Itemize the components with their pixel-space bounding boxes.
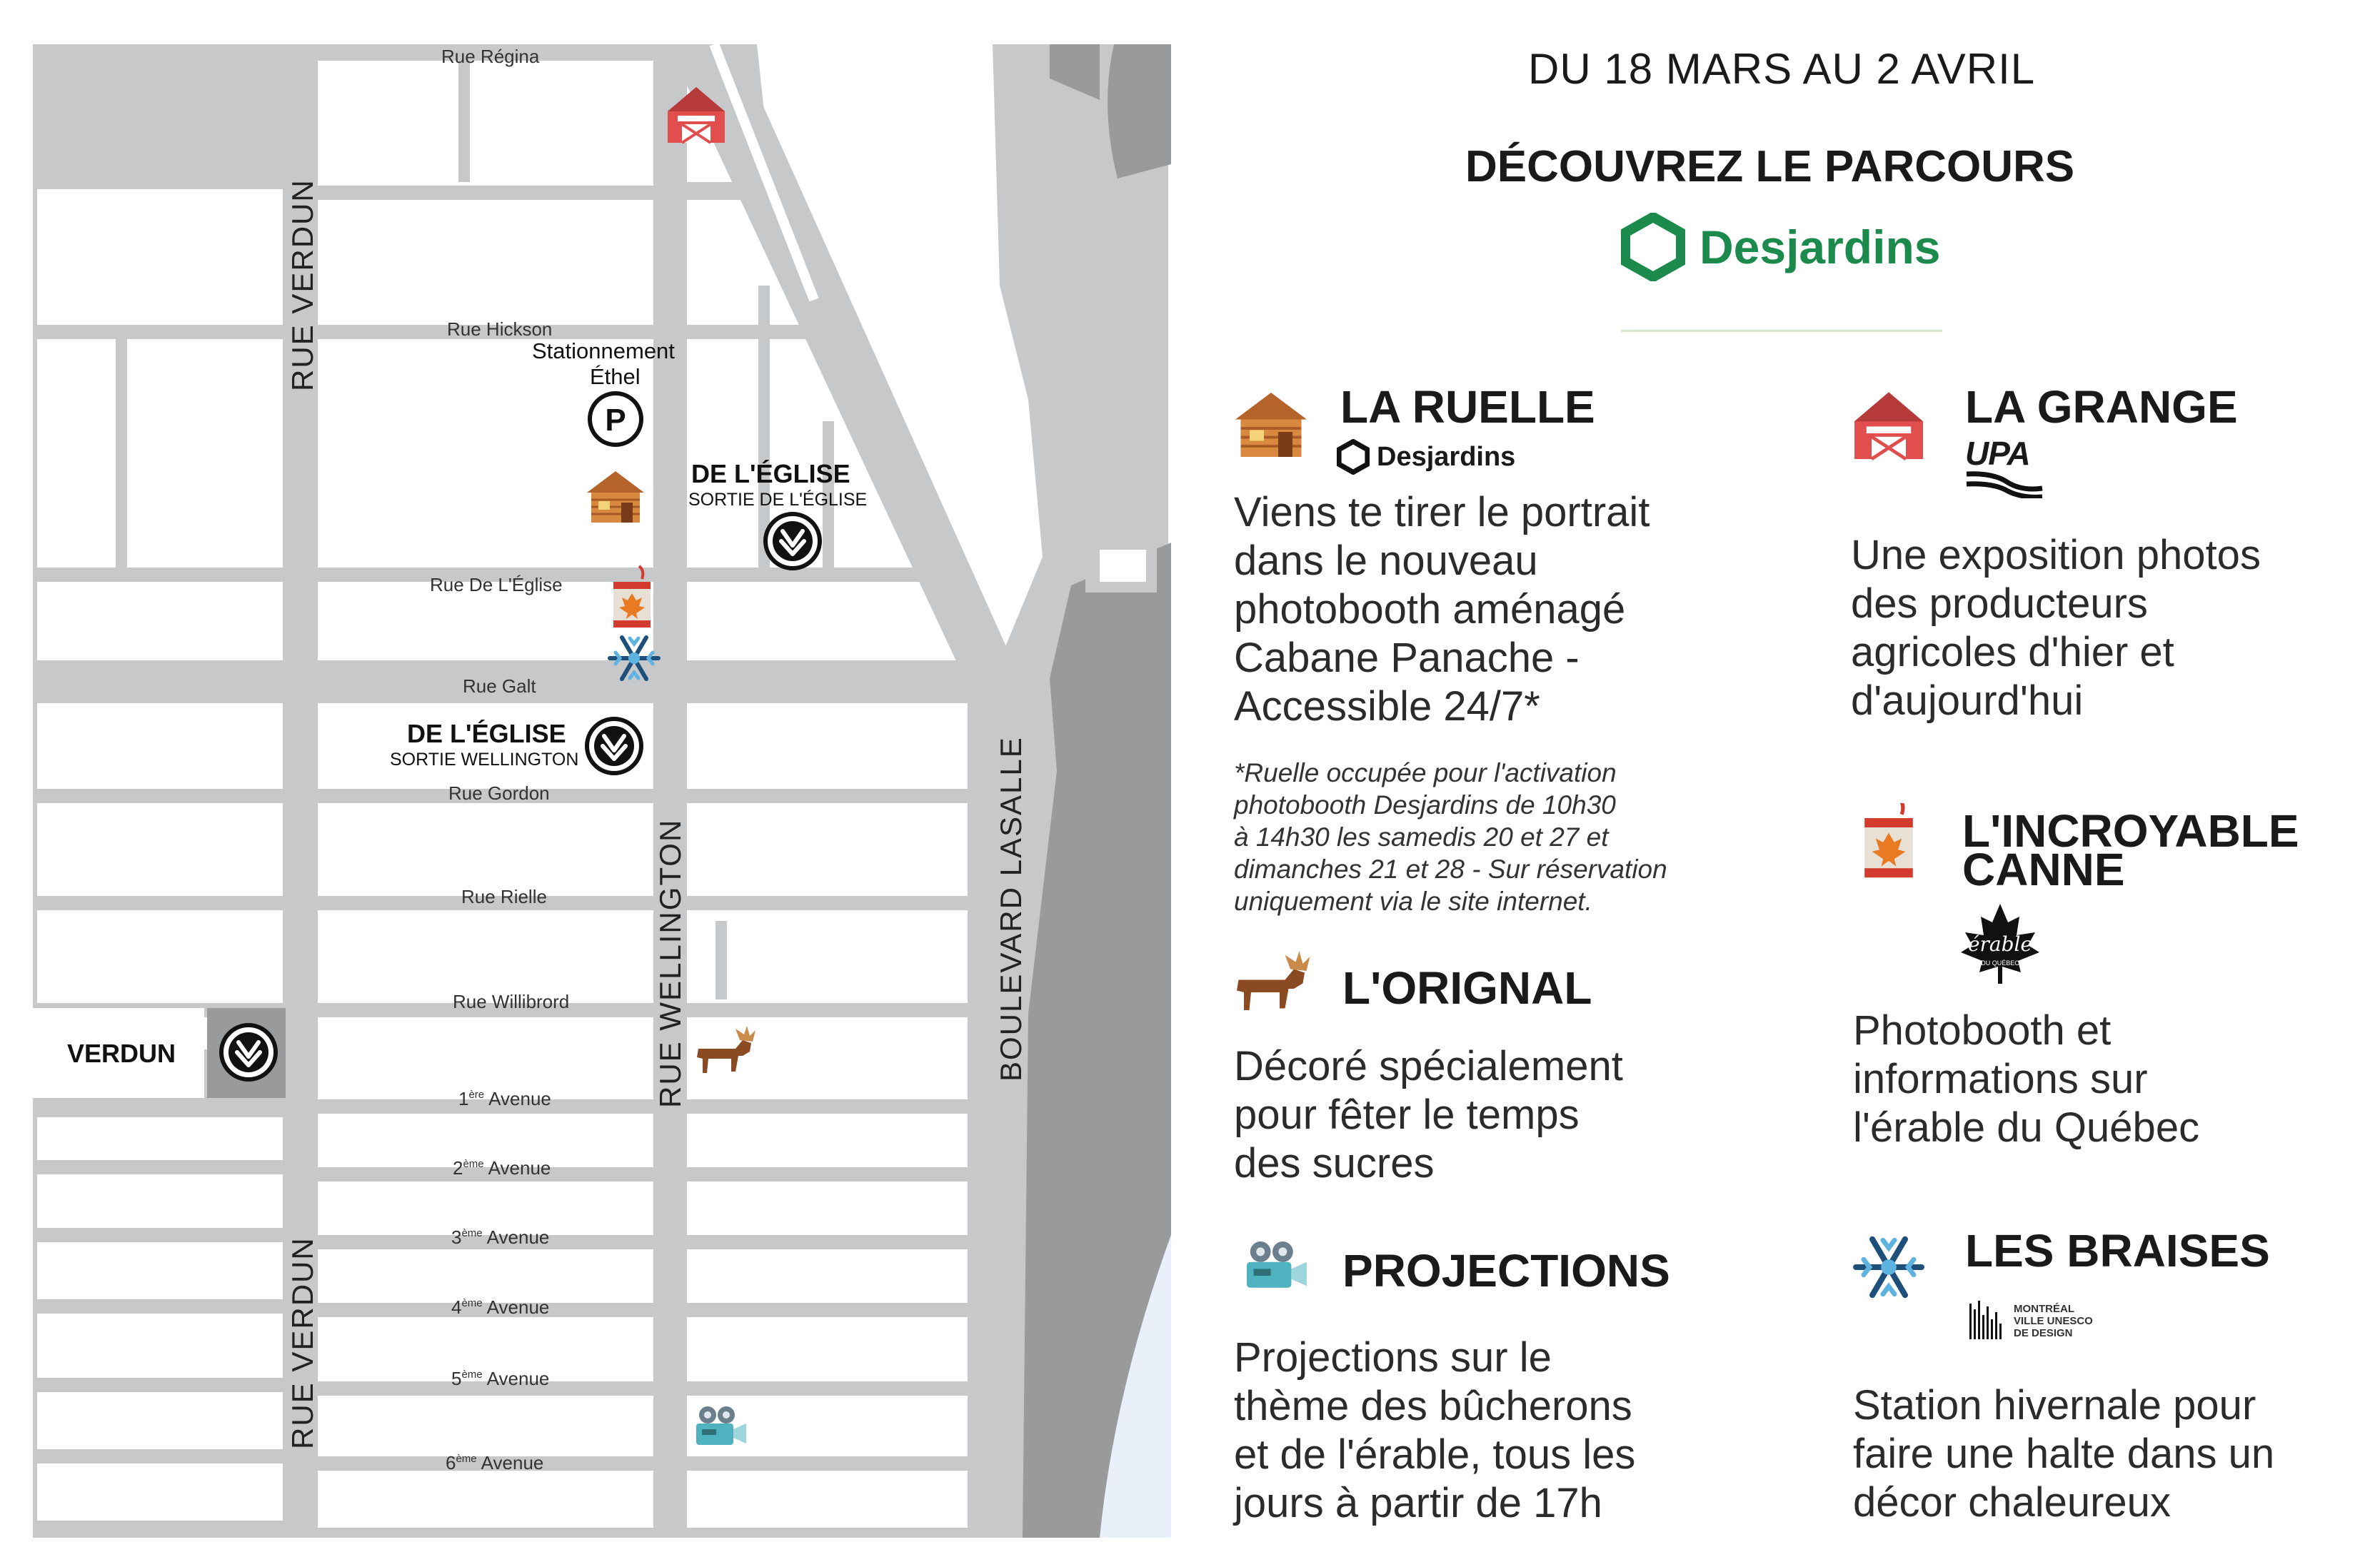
street-label-3rd-avenue: 3ème Avenue: [451, 1226, 550, 1248]
ruelle-sponsor-name: Desjardins: [1377, 441, 1516, 472]
street-label-1st-avenue: 1ère Avenue: [458, 1088, 551, 1109]
canne-title-line2: CANNE: [1962, 844, 2125, 895]
desjardins-hexagon-icon: [1621, 213, 1685, 281]
ruelle-sponsor-logo: [1337, 439, 1515, 475]
street-label-rue-wellington: RUE WELLINGTON: [653, 818, 687, 1108]
street-label-rielle: Rue Rielle: [461, 886, 547, 907]
parking-icon[interactable]: [590, 393, 641, 445]
street-label-galt: Rue Galt: [463, 675, 536, 697]
street-label-eglise: Rue De L'Église: [430, 574, 563, 595]
street-label-rue-verdun-north: RUE VERDUN: [286, 178, 319, 391]
ruelle-title: LA RUELLE: [1340, 381, 1595, 433]
ruelle-description: Viens te tirer le portrait dans le nouveau photobooth aménagé Cabane Panache - Accessible 24/7*: [1234, 489, 1650, 730]
metro-eglise-south-name: DE L'ÉGLISE: [407, 719, 566, 748]
street-label-regina: Rue Régina: [441, 46, 540, 67]
street-label-gordon: Rue Gordon: [448, 782, 550, 804]
montreal-bars-icon: [1968, 1299, 2004, 1342]
erable-wordmark: érable: [1967, 932, 2033, 956]
barn-icon: [1849, 386, 1928, 464]
parking-label-line1: Stationnement: [532, 338, 675, 363]
braises-title: LES BRAISES: [1965, 1225, 2270, 1276]
projections-title: PROJECTIONS: [1342, 1245, 1670, 1296]
erable-subtitle: DU QUÉBEC: [1981, 959, 2019, 967]
moose-icon: [1230, 946, 1315, 1024]
neighbourhood-map[interactable]: [0, 0, 1171, 1562]
metro-eglise-south-exit: SORTIE WELLINGTON: [390, 750, 579, 770]
street-label-rue-verdun-south: RUE VERDUN: [286, 1236, 319, 1449]
parking-label-line2: Éthel: [590, 364, 641, 389]
orignal-title: L'ORIGNAL: [1342, 962, 1592, 1014]
street-label-boulevard-lasalle: BOULEVARD LASALLE: [994, 736, 1028, 1082]
grange-sponsor-name: UPA: [1965, 435, 2030, 472]
canne-title-line1: L'INCROYABLE: [1962, 805, 2299, 857]
projector-icon: [1230, 1231, 1315, 1303]
montreal-design-logo: [1968, 1299, 2093, 1342]
maple-can-icon: [1853, 803, 1924, 889]
snowflake-icon: [1849, 1228, 1928, 1306]
metro-eglise-north-exit: SORTIE DE L'ÉGLISE: [688, 490, 868, 510]
orignal-description: Décoré spécialement pour fêter le temps des sucres: [1234, 1043, 1623, 1186]
projections-description: Projections sur le thème des bûcherons et de l'érable, tous les jours à partir de 17h: [1234, 1334, 1636, 1526]
street-label-hickson: Rue Hickson: [447, 318, 553, 340]
canne-description: Photobooth et informations sur l'érable du Québec: [1853, 1007, 2200, 1151]
svg-text:P: P: [605, 403, 626, 438]
header-divider: [1621, 330, 1942, 332]
metro-verdun-name: VERDUN: [67, 1039, 176, 1068]
braises-description: Station hivernale pour faire une halte dans un décor chaleureux: [1853, 1382, 2275, 1526]
upa-logo: [1965, 437, 2044, 502]
ruelle-note: *Ruelle occupée pour l'activation photobooth Desjardins de 10h30 à 14h30 les samedis 20 et 27 et dimanches 21 et 28 - Sur réservation uniquement via le site internet.: [1234, 758, 1667, 916]
grange-description: Une exposition photos des producteurs agricoles d'hier et d'aujourd'hui: [1851, 532, 2261, 724]
metro-eglise-north-icon[interactable]: [765, 514, 820, 568]
event-dates: DU 18 MARS AU 2 AVRIL: [1528, 45, 2036, 93]
desjardins-logo: [1621, 213, 1940, 281]
street-label-5th-avenue: 5ème Avenue: [451, 1368, 550, 1389]
page-title: DÉCOUVREZ LE PARCOURS: [1465, 142, 2075, 191]
street-label-4th-avenue: 4ème Avenue: [451, 1296, 550, 1318]
grange-title: LA GRANGE: [1965, 381, 2238, 433]
street-label-2nd-avenue: 2ème Avenue: [453, 1157, 551, 1179]
desjardins-hexagon-small-icon: [1337, 439, 1370, 475]
log-cabin-icon: [1232, 386, 1310, 464]
erable-du-quebec-logo: [1958, 901, 2042, 987]
sponsor-name: Desjardins: [1699, 221, 1941, 273]
upa-waves-icon: [1965, 470, 2044, 498]
metro-eglise-north-name: DE L'ÉGLISE: [691, 459, 850, 488]
braises-sponsor-name: MONTRÉAL VILLE UNESCO DE DESIGN: [2014, 1302, 2093, 1339]
metro-eglise-south-icon[interactable]: [587, 719, 641, 773]
metro-verdun-icon[interactable]: [221, 1025, 276, 1079]
street-label-willibrord: Rue Willibrord: [453, 991, 570, 1012]
street-label-6th-avenue: 6ème Avenue: [446, 1452, 544, 1473]
